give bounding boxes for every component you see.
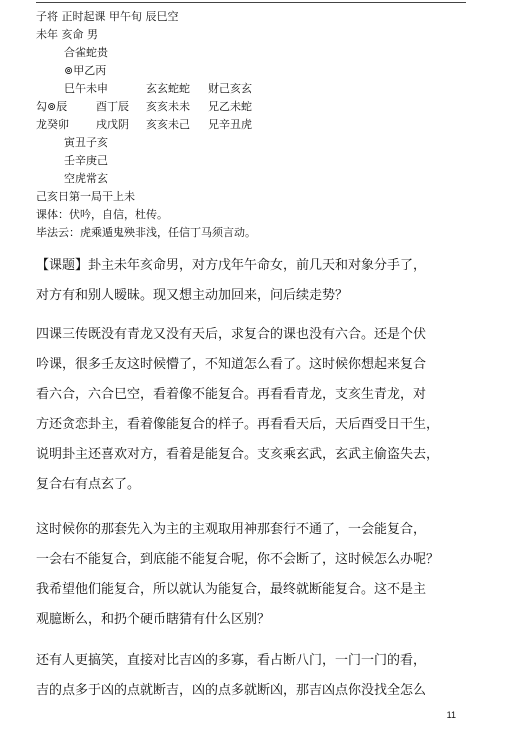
chart-line-stems: ⊚甲乙丙 [64, 64, 107, 77]
chart-line-day: 己亥日第一局干上未 [36, 190, 135, 203]
paragraph-counting: 还有人更搞笑，直接对比吉凶的多寡，看占断八门，一门一门的看， 吉的点多于凶的点就断吉，凶的点多就断凶，那吉凶点你没找全怎么 [36, 653, 427, 698]
chart-line-generals: 合雀蛇贵 [64, 46, 108, 59]
chart-line-bifa: 毕法云：虎乘遁鬼殃非浅，任信丁马须言动。 [36, 226, 256, 239]
paragraph-subjective: 这时候你的那套先入为主的主观取用神那套行不通了，一会能复合， 一会右不能复合，到底能不能复合呢，你不会断了，这时候怎么办呢？ 我希望他们能复合，所以就认为能复合，最终就断能复合。这不是主 观臆断么，和扔个硬币瞎猜有什么区别？ [36, 522, 440, 627]
chart-line-7: 龙癸卯 戌戊阴 亥亥未己 兄辛丑虎 [36, 118, 252, 131]
chart-line-5: 巳午未申 玄玄蛇蛇 财己亥玄 [64, 82, 252, 95]
chart-line-body: 课体：伏吟，自信，杜传。 [36, 208, 168, 221]
liuren-chart [36, 8, 476, 242]
paragraph-topic: 【课题】卦主未年亥命男，对方戊年午命女，前几天和对象分手了， 对方有和别人暧昧。现又想主动加回来，问后续走势？ [36, 258, 427, 303]
chart-line-6: 勾⊚辰 酉丁辰 亥亥未未 兄乙未蛇 [36, 100, 252, 113]
chart-line-hidden-stems: 壬辛庚己 [64, 154, 108, 167]
chart-line-generals-2: 空虎常玄 [64, 172, 108, 185]
paragraph-analysis: 四课三传既没有青龙又没有天后，求复合的课也没有六合。还是个伏 吟课，很多壬友这时候懵了，不知道怎么看了。这时候你想起来复合 看六合，六合巳空，看着像不能复合。再看看青龙，支亥生青龙，对 方还贪恋卦主，看着像能复合的样子。再看看天后，天后酉受日干生， 说明卦主还喜欢对方，看着是能复合。支亥乘玄武，玄武主偷盗失去， 复合右有点玄了。 [36, 327, 440, 492]
header-rule [36, 2, 466, 3]
chart-line-general: 子将 正时起课 甲午旬 辰巳空 [36, 10, 179, 23]
page-number: 11 [446, 710, 456, 720]
chart-line-branches: 寅丑子亥 [64, 136, 108, 149]
chart-line-subject: 未年 亥命 男 [36, 28, 98, 41]
